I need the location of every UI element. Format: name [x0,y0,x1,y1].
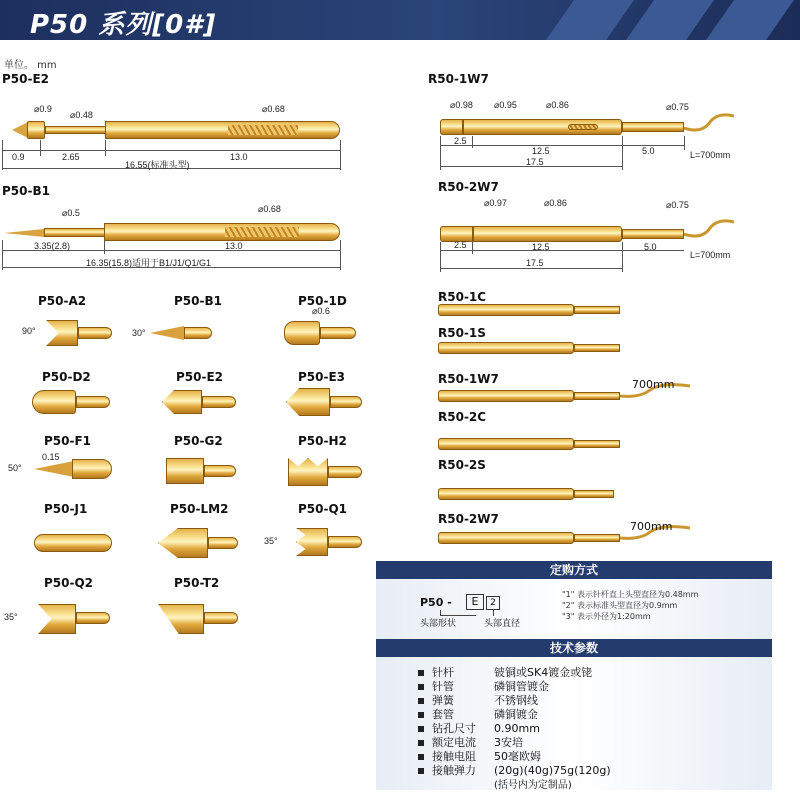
r2w7-wire-len: L=700mm [690,250,731,260]
head-p50-b1 [150,326,184,340]
r2w7-wire [684,218,734,248]
rec-tail [574,440,620,448]
order-note: "2" 表示标准头型直径为0.9mm [562,601,678,610]
e2-model: P50-E2 [2,72,50,86]
b1-barrel [104,223,340,241]
rec-wire-len: 700mm [632,378,675,391]
header-stripe [546,0,634,40]
head-p50-h2 [288,458,328,486]
rec-name: R50-2C [438,410,487,424]
b1-spring [225,227,299,237]
r1w7-ring [462,119,464,135]
rod [328,536,362,548]
spec-row: 接触电阻 50毫欧姆 [418,748,541,762]
page-header [0,0,800,40]
r1w7-d4: ⌀0.75 [666,102,689,112]
e2-l3: 13.0 [230,152,248,162]
rec-tail [574,534,620,542]
r2w7-tail [622,229,684,239]
head-name: P50-B1 [174,294,222,308]
r1w7-d2: ⌀0.95 [494,100,517,110]
head-p50-t2 [158,604,204,634]
head-p50-e2 [162,390,202,414]
r1w7-l2: 12.5 [532,146,550,156]
b1-total: 16.35(15.8)适用于B1/J1/Q1/G1 [86,258,212,268]
rec-tail [574,490,614,498]
head-name: P50-E3 [298,370,346,384]
order-title: 定购方式 [376,561,772,579]
head-p50-g2 [166,458,204,484]
b1-l2: 13.0 [225,241,243,251]
r2w7-total: 17.5 [526,258,544,268]
head-angle: 30° [132,328,146,338]
rec-r50-1c [438,304,574,316]
b1-d2: ⌀0.68 [258,204,281,214]
head-p50-1d [284,321,320,345]
head-name: P50-G2 [174,434,223,448]
rec-wire-len: 700mm [630,520,673,533]
rec-r50-1w7 [438,390,574,402]
r1w7-crimp [568,124,598,130]
r1w7-tail [622,122,684,132]
rec-r50-1s [438,342,574,354]
head-p50-e3 [286,388,330,416]
e2-total: 16.55(标准头型) [125,160,190,170]
header-stripe [626,0,714,40]
header-stripe [706,0,794,40]
rec-name: R50-1W7 [438,372,499,386]
order-code-prefix: P50 - [420,596,452,609]
order-code-2: 2 [486,596,500,610]
spec-row: 针管 磷铜管镀金 [418,678,549,692]
head-p50-j1 [34,534,112,552]
spec-row: 接触弹力 (20g)(40g)75g(120g) [418,762,611,776]
rod [76,396,110,408]
rec-tail [574,344,620,352]
r2w7-model: R50-2W7 [438,180,499,194]
r2w7-l3: 5.0 [644,242,657,252]
r1w7-d3: ⌀0.86 [546,100,569,110]
b1-d1: ⌀0.5 [62,208,80,218]
rec-name: R50-1C [438,290,487,304]
e2-spring [228,125,298,135]
rec-tail [574,392,620,400]
rod [204,612,238,624]
rod [330,396,362,408]
r1w7-wire-len: L=700mm [690,150,731,160]
rod [72,459,112,479]
order-code-e: E [466,594,484,610]
head-angle: 90° [22,326,36,336]
spec-row: 钻孔尺寸 0.90mm [418,720,540,734]
e2-l2: 2.65 [62,152,80,162]
e2-d1: ⌀0.9 [34,104,52,114]
r2w7-l2: 12.5 [532,242,550,252]
e2-d3: ⌀0.68 [262,104,285,114]
r1w7-l1: 2.5 [454,136,467,146]
rod [204,465,236,477]
spec-row: 针杆 铍铜或SK4镀金或铑 [418,664,592,678]
e2-tip [12,122,28,138]
unit-label: 单位。 mm [4,60,57,71]
head-p50-d2 [32,390,76,414]
head-p50-a2 [46,320,78,346]
b1-plunger [44,228,106,237]
head-name: P50-A2 [38,294,87,308]
head-extra: 0.15 [42,452,60,462]
order-label-shape: 头部形状 [420,619,457,629]
r1w7-d1: ⌀0.98 [450,100,473,110]
e2-l1: 0.9 [12,152,25,162]
head-name: P50-H2 [298,434,347,448]
r1w7-model: R50-1W7 [428,72,489,86]
r2w7-d2: ⌀0.86 [544,198,567,208]
head-angle: 35° [264,536,278,546]
r2w7-d3: ⌀0.75 [666,200,689,210]
specs-title: 技术参数 [376,639,772,657]
head-angle: ⌀0.6 [312,306,330,316]
r2w7-body [440,226,622,242]
rod [202,396,236,408]
r2w7-l1: 2.5 [454,240,467,250]
head-angle: 35° [4,612,18,622]
rod [328,466,362,478]
rec-tail [574,306,620,314]
head-p50-q1 [296,528,328,556]
head-name: P50-J1 [44,502,88,516]
rec-name: R50-2W7 [438,512,499,526]
e2-head [27,121,45,139]
order-label-dia: 头部直径 [484,619,521,629]
head-name: P50-1D [298,294,347,308]
spec-row: 套管 磷铜镀金 [418,706,538,720]
head-name: P50-T2 [174,576,220,590]
page-title: P50 系列[0#] [30,10,217,40]
head-p50-f1 [34,461,74,477]
head-name: P50-E2 [176,370,224,384]
order-note: "1" 表示针杆直上头型直径为0.48mm [562,590,699,599]
r1w7-wire [684,112,734,142]
rec-name: R50-1S [438,326,486,340]
r1w7-l3: 5.0 [642,146,655,156]
spec-row: 额定电流 3安培 [418,734,523,748]
rod [76,612,110,624]
e2-barrel [105,121,340,139]
head-name: P50-Q2 [44,576,94,590]
r2w7-ring [472,226,474,242]
rec-r50-2w7 [438,532,574,544]
e2-plunger [45,126,107,134]
b1-l1: 3.35(2.8) [34,241,71,251]
rec-r50-2s [438,488,574,500]
rod [320,327,356,339]
r2w7-d1: ⌀0.97 [484,198,507,208]
rod [78,327,112,339]
r1w7-total: 17.5 [526,157,544,167]
head-name: P50-Q1 [298,502,348,516]
e2-d2: ⌀0.48 [70,110,93,120]
spec-row: 弹簧 不锈钢线 [418,692,538,706]
head-name: P50-F1 [44,434,92,448]
head-p50-lm2 [158,528,208,558]
specs-footnote: (括号内为定制品) [494,780,572,791]
head-p50-q2 [38,604,76,634]
b1-tip [4,229,44,237]
order-note: "3" 表示外径为1:20mm [562,612,651,621]
head-angle: 50° [8,463,22,473]
rod [184,327,212,339]
head-name: P50-D2 [42,370,91,384]
rod [208,537,238,549]
b1-model: P50-B1 [2,184,50,198]
rec-name: R50-2S [438,458,486,472]
rec-r50-2c [438,438,574,450]
head-name: P50-LM2 [170,502,229,516]
